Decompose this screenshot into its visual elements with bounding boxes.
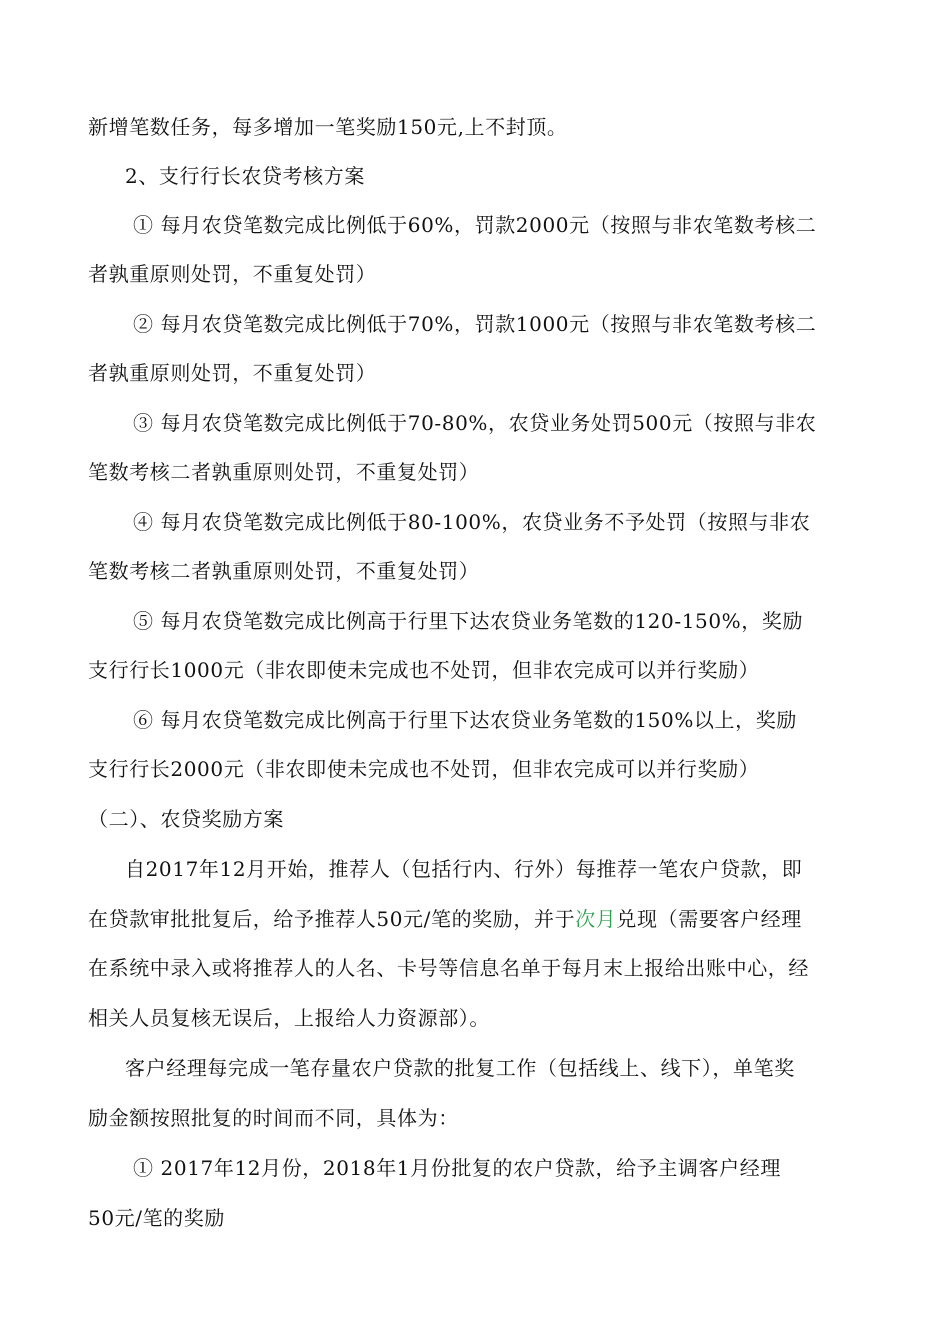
rule-item-2-line-1: ② 每月农贷笔数完成比例低于70%，罚款1000元（按照与非农笔数考核二	[133, 312, 817, 336]
rule-item-6-line-2: 支行行长2000元（非农即使未完成也不处罚，但非农完成可以并行奖励）	[88, 757, 760, 781]
paragraph-1-line-2	[88, 906, 802, 932]
rule-item-5-line-1: ⑤ 每月农贷笔数完成比例高于行里下达农贷业务笔数的120-150%，奖励	[133, 609, 804, 633]
rule-item-4-line-1: ④ 每月农贷笔数完成比例低于80-100%，农贷业务不予处罚（按照与非农	[133, 510, 811, 534]
paragraph-2-line-2: 励金额按照批复的时间而不同，具体为：	[88, 1106, 459, 1130]
paragraph-1-line-4: 相关人员复核无误后，上报给人力资源部）。	[88, 1006, 490, 1030]
reward-item-1-line-2: 50元/笔的奖励	[88, 1206, 225, 1230]
paragraph-1-line-2-after: 兑现（需要客户经理	[616, 907, 802, 931]
highlighted-text-next-month: 次月	[575, 907, 617, 931]
paragraph-1-line-1: 自2017年12月开始，推荐人（包括行内、行外）每推荐一笔农户贷款，即	[125, 857, 803, 881]
text-line-1: 新增笔数任务，每多增加一笔奖励150元,上不封顶。	[88, 115, 568, 139]
paragraph-1-line-3: 在系统中录入或将推荐人的人名、卡号等信息名单于每月末上报给出账中心，经	[88, 956, 809, 980]
reward-item-1-line-1: ① 2017年12月份，2018年1月份批复的农户贷款，给予主调客户经理	[133, 1156, 781, 1180]
rule-item-2-line-2: 者孰重原则处罚，不重复处罚）	[88, 361, 377, 385]
rule-item-5-line-2: 支行行长1000元（非农即使未完成也不处罚，但非农完成可以并行奖励）	[88, 658, 760, 682]
section-heading-loan-rewards: （二）、农贷奖励方案	[88, 807, 284, 831]
paragraph-2-line-1: 客户经理每完成一笔存量农户贷款的批复工作（包括线上、线下），单笔奖	[125, 1056, 795, 1080]
rule-item-4-line-2: 笔数考核二者孰重原则处罚，不重复处罚）	[88, 559, 480, 583]
paragraph-1-line-2-before: 在贷款审批批复后，给予推荐人50元/笔的奖励，并于	[88, 907, 576, 931]
section-heading-branch-assessment: 2、支行行长农贷考核方案	[125, 164, 365, 188]
rule-item-1-line-2: 者孰重原则处罚，不重复处罚）	[88, 262, 377, 286]
rule-item-6-line-1: ⑥ 每月农贷笔数完成比例高于行里下达农贷业务笔数的150%以上，奖励	[133, 708, 797, 732]
rule-item-3-line-2: 笔数考核二者孰重原则处罚，不重复处罚）	[88, 460, 480, 484]
rule-item-3-line-1: ③ 每月农贷笔数完成比例低于70-80%，农贷业务处罚500元（按照与非农	[133, 411, 817, 435]
rule-item-1-line-1: ① 每月农贷笔数完成比例低于60%，罚款2000元（按照与非农笔数考核二	[133, 213, 817, 237]
